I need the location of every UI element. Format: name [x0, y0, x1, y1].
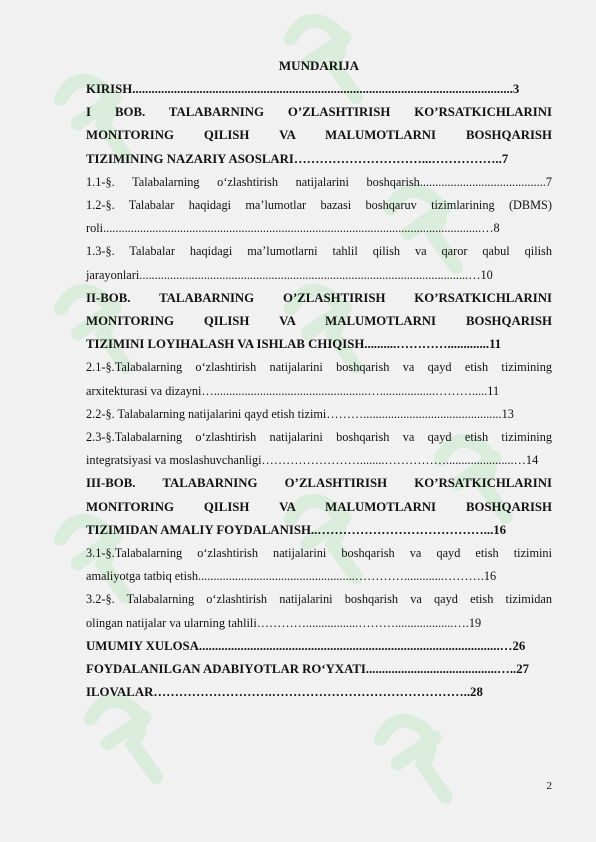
- page-number: 2: [546, 780, 552, 792]
- toc-entry: II-BOB. TALABARNING O’ZLASHTIRISH KO’RSATKICHLARINI: [86, 290, 552, 305]
- toc-entry: III-BOB. TALABARNING O’ZLASHTIRISH KO’RSATKICHLARINI: [86, 476, 552, 491]
- toc-list: [86, 78, 552, 704]
- toc-entry: TIZIMINI LOYIHALASH VA ISHLAB CHIQISH..........………….............11: [86, 337, 502, 352]
- toc-entry: 2.2-§. Talabalarning natijalarini qayd etish tizimi……….............................................13: [86, 406, 514, 421]
- toc-entry: arxitekturasi va dizayni…..................................................…..................……….....11: [86, 383, 500, 398]
- toc-entry: KIRISH.......................................................................................................................3: [86, 82, 520, 96]
- toc-entry: MONITORING QILISH VA MALUMOTLARNI BOSHQARISH: [86, 314, 552, 329]
- table-of-contents: [86, 56, 552, 704]
- toc-entry: MONITORING QILISH VA MALUMOTLARNI BOSHQARISH: [86, 128, 552, 143]
- toc-entry: olingan natijalar va ularning tahlili………….................………...................….19: [86, 615, 482, 630]
- toc-entry: 2.1-§.Talabalarning o‘zlashtirish natijalarini boshqarish va qayd etish tizimining: [86, 360, 552, 375]
- toc-entry: 3.2-§. Talabalarning o‘zlashtirish natijalarini boshqarish va qayd etish tizimidan: [86, 592, 552, 607]
- toc-entry: 1.1-§. Talabalarning o‘zlashtirish natijalarini boshqarish.........................................7: [86, 174, 552, 189]
- toc-entry: TIZIMINING NAZARIY ASOSLARI…………………………...……………..7: [86, 151, 509, 166]
- toc-entry: roli...........................................................................................................................…8: [86, 221, 500, 236]
- toc-entry: UMUMIY XULOSA..............................................................................................…26: [86, 638, 526, 653]
- toc-entry: I BOB. TALABARNING O’ZLASHTIRISH KO’RSATKICHLARINI: [86, 105, 552, 120]
- toc-entry: amaliyotga tatbiq etish...................................................………….............……….16: [86, 569, 497, 584]
- toc-entry: 2.3-§.Talabalarning o‘zlashtirish natijalarini boshqarish va qayd etish tizimining: [86, 430, 552, 445]
- toc-entry: 1.3-§. Talabalar haqidagi ma’lumotlarni tahlil qilish va qaror qabul qilish: [86, 244, 552, 259]
- toc-entry: MONITORING QILISH VA MALUMOTLARNI BOSHQARISH: [86, 499, 552, 514]
- toc-entry: 3.1-§.Talabalarning o‘zlashtirish natijalarini boshqarish va qayd etish tizimini: [86, 546, 552, 561]
- toc-entry: 1.2-§. Talabalar haqidagi ma’lumotlar bazasi boshqaruv tizimlarining (DBMS): [86, 198, 552, 213]
- toc-entry: jarayonlari...........................................................................................................…10: [86, 267, 493, 282]
- watermark-mark: [378, 709, 466, 809]
- toc-entry: FOYDALANILGAN ADABIYOTLAR RO‘YXATI.........................................…..27: [86, 662, 530, 677]
- toc-entry: ILOVALAR……………………….………………………………………..28: [86, 685, 483, 700]
- toc-entry: TIZIMIDAN AMALIY FOYDALANISH..…………………………………...16: [86, 522, 507, 537]
- page-title: MUNDARIJA: [278, 58, 360, 73]
- toc-entry: integratsiyasi va moslashuvchanligi……………………........……………......................…14: [86, 453, 539, 468]
